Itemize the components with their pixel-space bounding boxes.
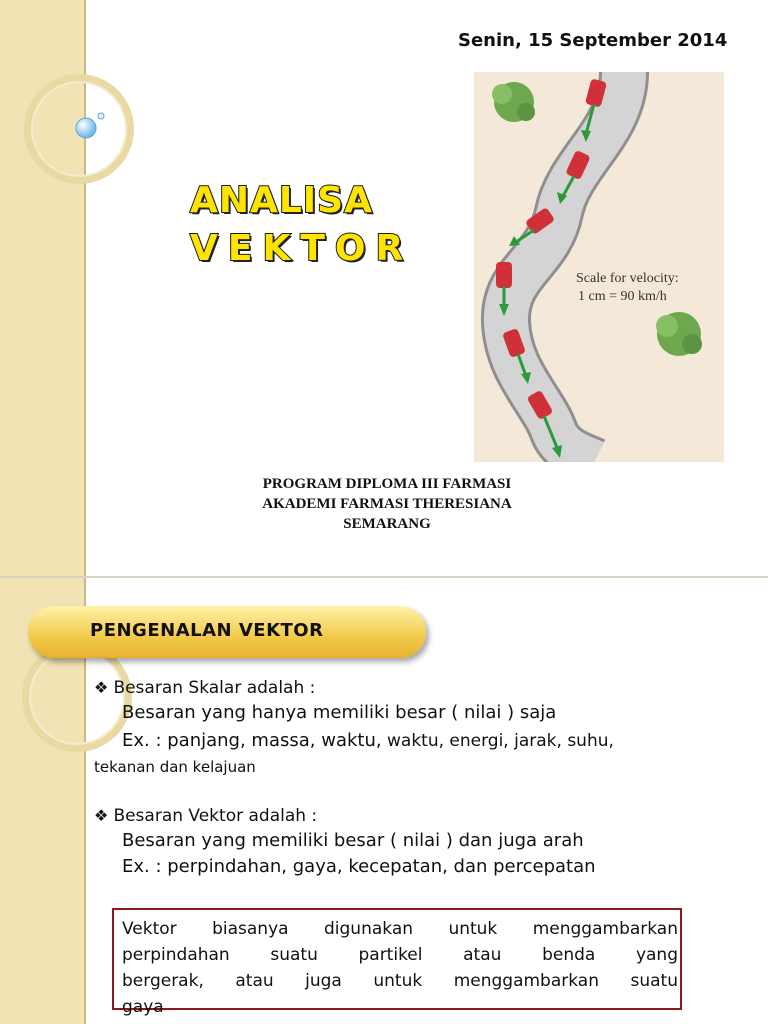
section-heading: PENGENALAN VEKTOR <box>90 620 324 641</box>
scalar-title-row <box>94 678 315 698</box>
scalar-title: Besaran Skalar adalah : <box>113 678 316 698</box>
scalar-example <box>122 730 614 751</box>
velocity-road-illustration <box>474 72 724 462</box>
vector-title: Besaran Vektor adalah : <box>113 806 318 826</box>
scalar-definition: Besaran yang hanya memiliki besar ( nilai ) saja <box>122 702 557 723</box>
decorative-left-strip <box>0 0 86 576</box>
scale-label-line-2: 1 cm = 90 km/h <box>578 289 667 304</box>
note-line-3: bergerak, atau juga untuk menggambarkan suatu <box>122 971 678 991</box>
scalar-example-wrap: tekanan dan kelajuan <box>94 758 256 776</box>
title-line-2: VEKTOR <box>190 228 414 269</box>
vector-definition: Besaran yang memiliki besar ( nilai ) dan juga arah <box>122 830 584 851</box>
title-line-1: ANALISA <box>190 180 373 221</box>
vector-title-row <box>94 806 317 826</box>
section-heading-banner <box>28 606 426 658</box>
note-line-1: Vektor biasanya digunakan untuk menggambarkan <box>122 919 678 939</box>
vector-usage-note <box>112 908 682 1017</box>
content-slide <box>0 578 768 1024</box>
vector-example: Ex. : perpindahan, gaya, kecepatan, dan percepatan <box>122 856 596 877</box>
note-line-4: gaya <box>122 997 164 1017</box>
diamond-bullet-icon: ❖ <box>94 678 109 697</box>
bubble-icon <box>72 110 112 150</box>
scalar-example-prefix: Ex. : panjang, massa, waktu, <box>122 730 382 751</box>
diamond-bullet-icon: ❖ <box>94 806 109 825</box>
program-line-1: PROGRAM DIPLOMA III FARMASI <box>262 476 512 492</box>
program-line-3: SEMARANG <box>343 516 431 532</box>
presentation-date: Senin, 15 September 2014 <box>458 30 728 51</box>
note-line-2: perpindahan suatu partikel atau benda yang <box>122 945 678 965</box>
scale-label-line-1: Scale for velocity: <box>576 271 679 286</box>
car-icon <box>496 262 512 288</box>
scalar-example-rest: waktu, energi, jarak, suhu, <box>381 731 614 751</box>
program-line-2: AKADEMI FARMASI THERESIANA <box>262 496 512 512</box>
